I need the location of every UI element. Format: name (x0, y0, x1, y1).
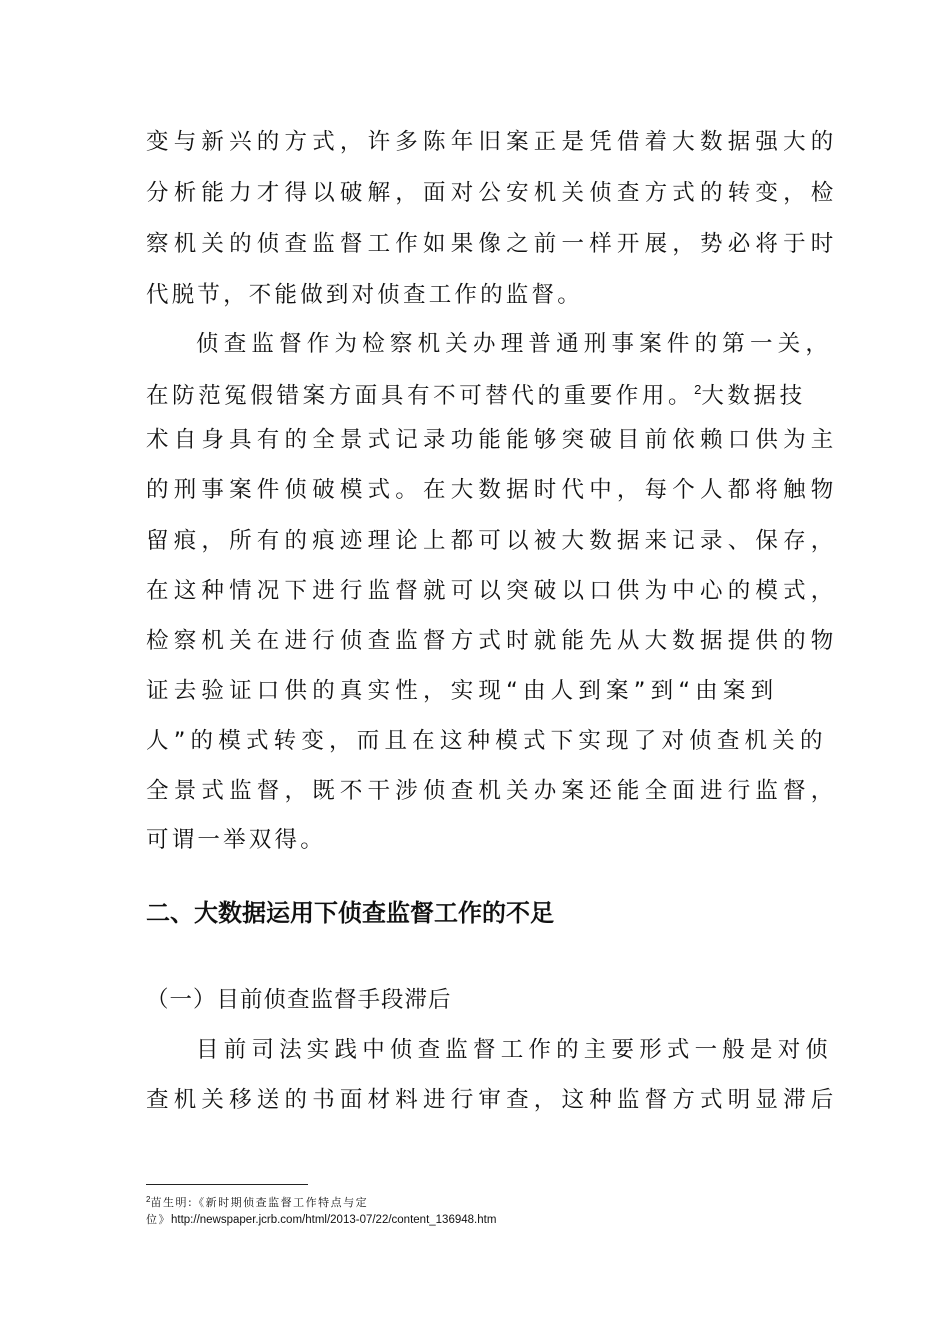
paragraph-2-line-7: 检察机关在进行侦查监督方式时就能先从大数据提供的物 (146, 628, 839, 654)
footnote-number: 2 (146, 1195, 151, 1204)
paragraph-2-line-8: 证去验证口供的真实性，实现“由人到案”到“由案到 (146, 678, 779, 704)
paragraph-2-line-11: 可谓一举双得。 (146, 827, 326, 853)
footnote-citation: 苗生明:《新时期侦查监督工作特点与定 (150, 1196, 369, 1209)
paragraph-2-line-10: 全景式监督，既不干涉侦查机关办案还能全面进行监督， (146, 778, 839, 804)
paragraph-1-line-1: 变与新兴的方式，许多陈年旧案正是凭借着大数据强大的 (146, 129, 839, 155)
footnote-url-link[interactable]: http://newspaper.jcrb.com/html/2013-07/22/content_136948.htm (171, 1214, 497, 1226)
paragraph-1-line-2: 分析能力才得以破解，面对公安机关侦查方式的转变，检 (146, 180, 839, 206)
footnote-separator (146, 1184, 308, 1185)
paragraph-1-line-3: 察机关的侦查监督工作如果像之前一样开展，势必将于时 (146, 231, 839, 257)
footnote-line-1 (146, 1192, 368, 1211)
footnote-citation-suffix: 位》 (146, 1213, 171, 1226)
footnote-line-2 (146, 1212, 496, 1228)
section-heading: 二、大数据运用下侦查监督工作的不足 (146, 899, 554, 927)
paragraph-3-line-1: 目前司法实践中侦查监督工作的主要形式一般是对侦 (196, 1037, 834, 1063)
paragraph-2-line-6: 在这种情况下进行监督就可以突破以口供为中心的模式， (146, 578, 839, 604)
paragraph-2-line-3: 术自身具有的全景式记录功能能够突破目前依赖口供为主 (146, 427, 839, 453)
paragraph-2-line-5: 留痕，所有的痕迹理论上都可以被大数据来记录、保存， (146, 528, 839, 554)
paragraph-2-line-9: 人”的模式转变，而且在这种模式下实现了对侦查机关的 (146, 728, 828, 754)
paragraph-3-line-2: 查机关移送的书面材料进行审查，这种监督方式明显滞后 (146, 1087, 839, 1113)
subsection-heading: （一）目前侦查监督手段滞后 (146, 987, 452, 1013)
paragraph-2-line-1: 侦查监督作为检察机关办理普通刑事案件的第一关， (196, 331, 834, 357)
footnote-reference[interactable]: 2 (694, 382, 702, 397)
paragraph-2-line-4: 的刑事案件侦破模式。在大数据时代中，每个人都将触物 (146, 477, 839, 503)
paragraph-2-line-2 (146, 375, 806, 411)
paragraph-1-line-4: 代脱节，不能做到对侦查工作的监督。 (146, 282, 583, 308)
paragraph-2-line-2-tail: 大数据技 (701, 383, 806, 409)
paragraph-2-line-2-text: 在防范冤假错案方面具有不可替代的重要作用。 (146, 383, 695, 409)
